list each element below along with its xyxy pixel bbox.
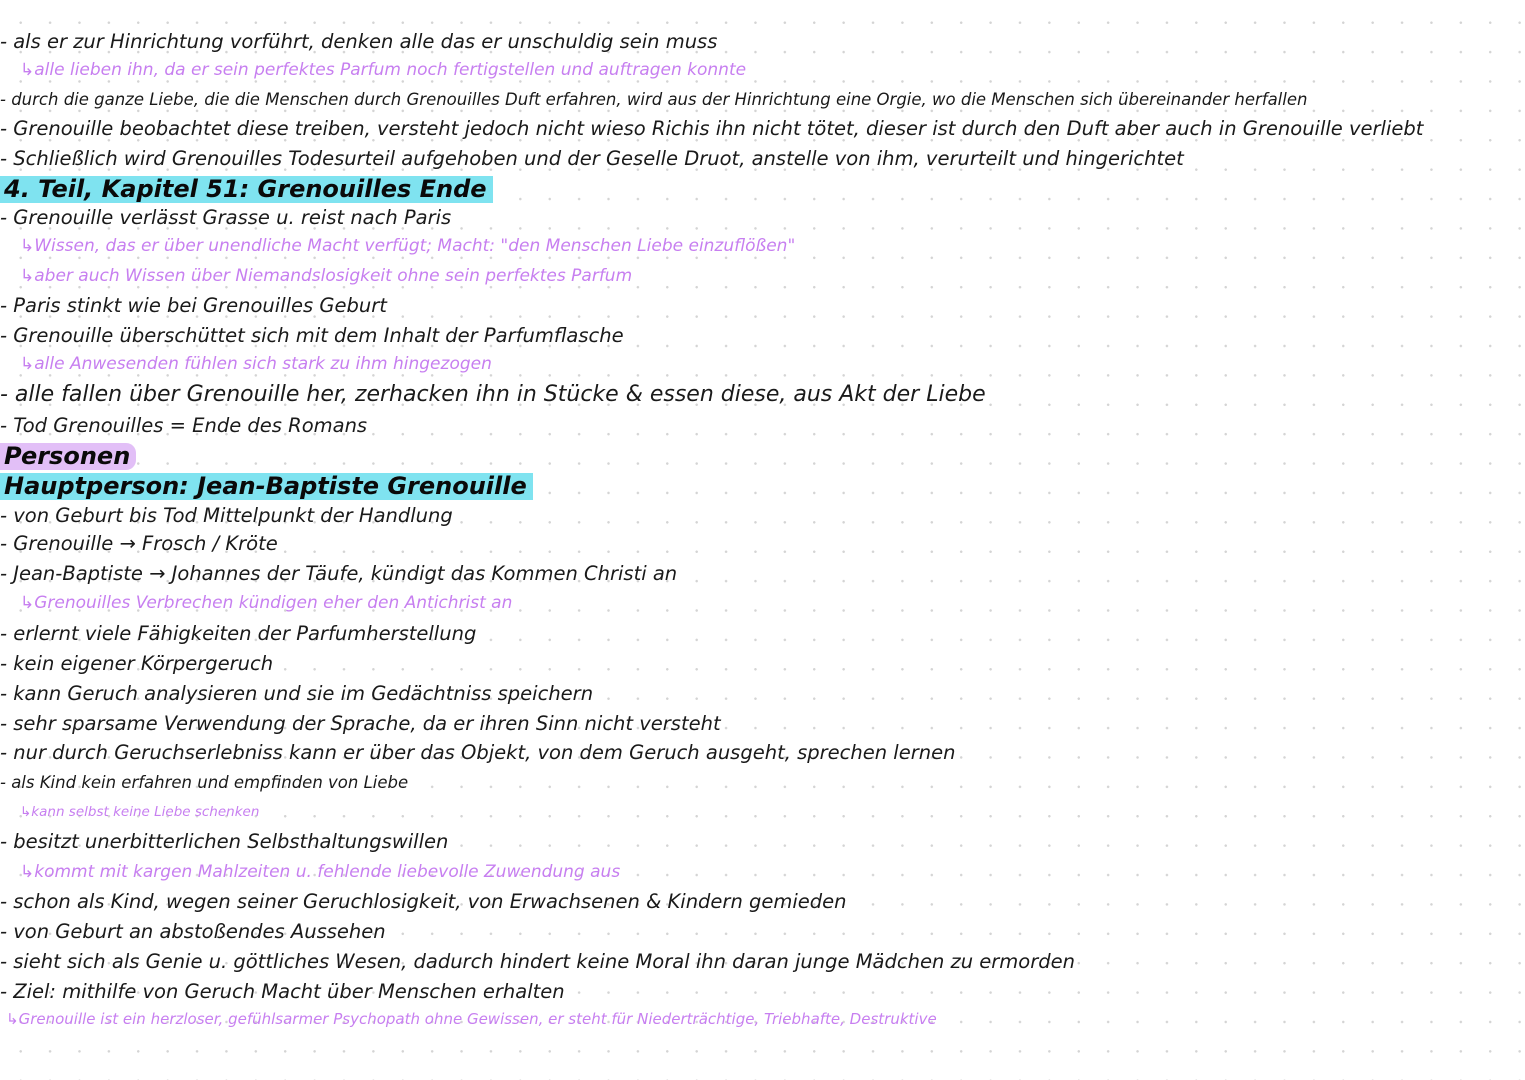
note-line: - alle fallen über Grenouille her, zerhacken ihn in Stücke & essen diese, aus Akt der Liebe (0, 382, 986, 407)
note-line: - sehr sparsame Verwendung der Sprache, da er ihren Sinn nicht versteht (0, 712, 721, 735)
note-line: - Schließlich wird Grenouilles Todesurteil aufgehoben und der Geselle Druot, anstelle von ihm, verurteilt und hingerichtet (0, 147, 1184, 170)
note-line: - Grenouille beobachtet diese treiben, versteht jedoch nicht wieso Richis ihn nicht tötet, dieser ist durch den Duft aber auch in Grenouille verliebt (0, 117, 1424, 140)
note-subpoint: ↳Grenouilles Verbrechen kündigen eher den Antichrist an (20, 593, 513, 613)
note-line: - als er zur Hinrichtung vorführt, denken alle das er unschuldig sein muss (0, 30, 718, 53)
note-subpoint: ↳Grenouille ist ein herzloser, gefühlsarmer Psychopath ohne Gewissen, er steht für Niederträchtige, Triebhafte, Destruktive (6, 1010, 937, 1028)
note-subpoint: ↳aber auch Wissen über Niemandslosigkeit ohne sein perfektes Parfum (20, 266, 633, 286)
note-line: - nur durch Geruchserlebniss kann er über das Objekt, von dem Geruch ausgeht, sprechen lernen (0, 741, 956, 764)
note-line: - sieht sich als Genie u. göttliches Wesen, dadurch hindert keine Moral ihn daran junge Mädchen zu ermorden (0, 950, 1075, 973)
note-subpoint: ↳kann selbst keine Liebe schenken (20, 804, 260, 820)
note-subpoint: ↳alle Anwesenden fühlen sich stark zu ihm hingezogen (20, 354, 492, 374)
note-subpoint: ↳Wissen, das er über unendliche Macht verfügt; Macht: "den Menschen Liebe einzuflößen" (20, 236, 796, 256)
note-line: - von Geburt an abstoßendes Aussehen (0, 920, 386, 943)
note-line: - Paris stinkt wie bei Grenouilles Geburt (0, 294, 387, 317)
note-subpoint: ↳alle lieben ihn, da er sein perfektes Parfum noch fertigstellen und auftragen konnte (20, 60, 747, 80)
note-line: - durch die ganze Liebe, die die Menschen durch Grenouilles Duft erfahren, wird aus der Hinrichtung eine Orgie, wo die Menschen sich übereinander herfallen (0, 90, 1308, 109)
note-line: - erlernt viele Fähigkeiten der Parfumherstellung (0, 622, 477, 645)
note-line: - Ziel: mithilfe von Geruch Macht über Menschen erhalten (0, 980, 565, 1003)
note-line: - kann Geruch analysieren und sie im Gedächtniss speichern (0, 682, 594, 705)
note-line: - von Geburt bis Tod Mittelpunkt der Handlung (0, 504, 453, 527)
note-line: - Grenouille → Frosch / Kröte (0, 532, 278, 555)
note-line: - Jean-Baptiste → Johannes der Täufe, kündigt das Kommen Christi an (0, 562, 678, 585)
note-line: - Grenouille überschüttet sich mit dem Inhalt der Parfumflasche (0, 324, 624, 347)
note-line: - besitzt unerbitterlichen Selbsthaltungswillen (0, 830, 449, 853)
note-subpoint: ↳kommt mit kargen Mahlzeiten u. fehlende liebevolle Zuwendung aus (20, 862, 621, 882)
note-line: - kein eigener Körpergeruch (0, 652, 274, 675)
note-line: - als Kind kein erfahren und empfinden von Liebe (0, 773, 409, 792)
section-heading: Hauptperson: Jean-Baptiste Grenouille (0, 473, 533, 500)
note-line: - schon als Kind, wegen seiner Geruchlosigkeit, von Erwachsenen & Kindern gemieden (0, 890, 847, 913)
note-line: - Grenouille verlässt Grasse u. reist nach Paris (0, 206, 452, 229)
note-line: - Tod Grenouilles = Ende des Romans (0, 414, 368, 437)
section-heading: 4. Teil, Kapitel 51: Grenouilles Ende (0, 176, 493, 203)
section-heading: Personen (0, 443, 136, 470)
